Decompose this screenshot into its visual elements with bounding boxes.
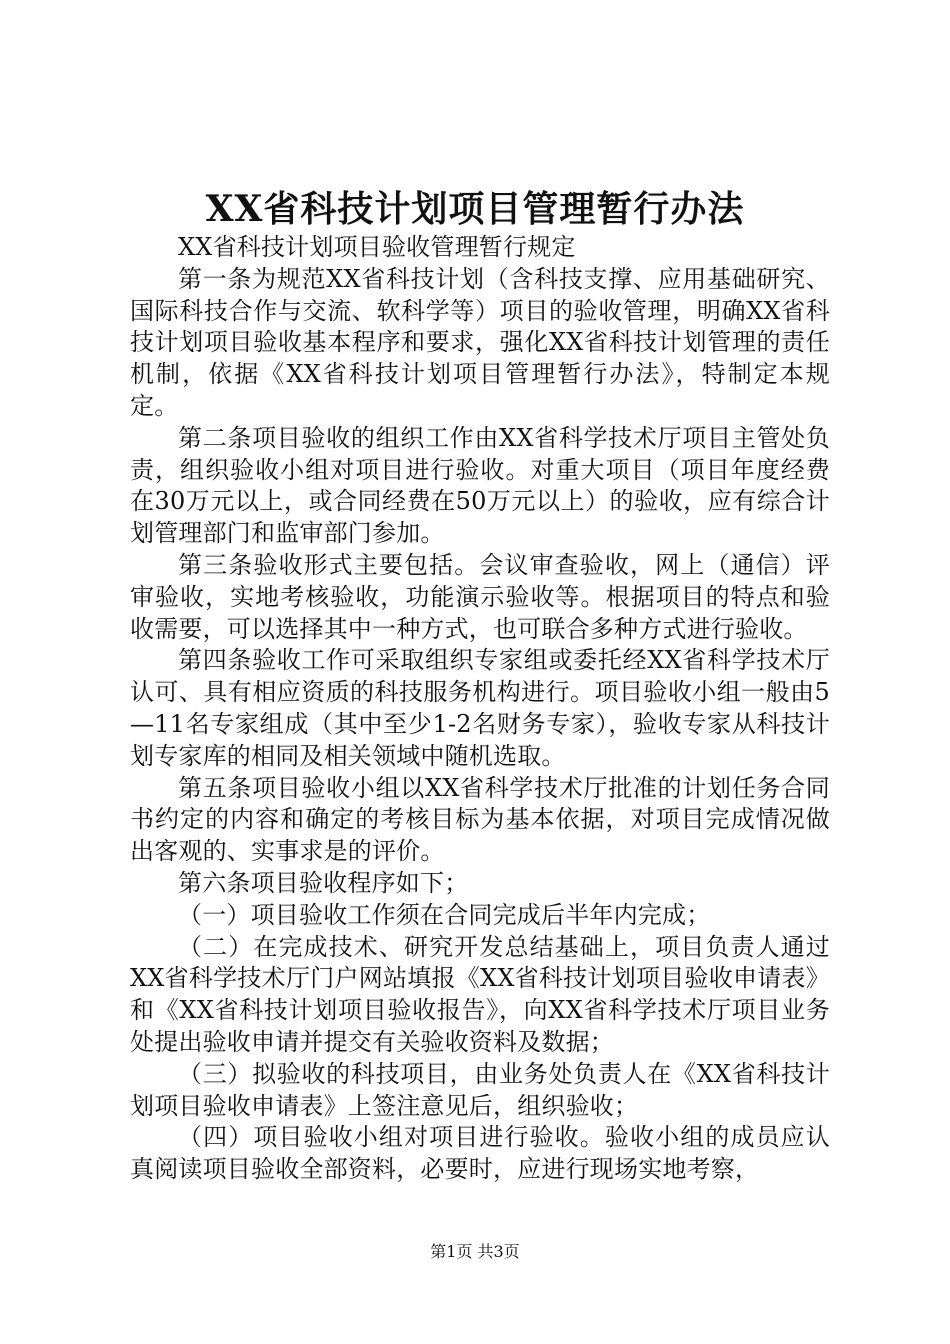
article-4-paragraph: 第四条验收工作可采取组织专家组或委托经XX省科学技术厅认可、具有相应资质的科技服务机构进行。项目验收小组一般由5—11名专家组成（其中至少1-2名财务专家），验收专家从科技计划专家库的相同及相关领域中随机选取。	[130, 646, 830, 770]
procedure-item-1: （一）项目验收工作须在合同完成后半年内完成；	[178, 900, 711, 929]
document-body	[130, 232, 830, 1186]
article-6-paragraph: 第六条项目验收程序如下；	[178, 868, 469, 897]
article-2-paragraph: 第二条项目验收的组织工作由XX省科学技术厅项目主管处负责，组织验收小组对项目进行验收。对重大项目（项目年度经费在30万元以上，或合同经费在50万元以上）的验收，应有综合计划管理部门和监审部门参加。	[130, 423, 830, 548]
document-title: XX省科技计划项目管理暂行办法	[205, 188, 745, 230]
procedure-item-3: （三）拟验收的科技项目，由业务处负责人在《XX省科技计划项目验收申请表》上签注意见后，组织验收；	[130, 1059, 830, 1120]
article-3-paragraph: 第三条验收形式主要包括。会议审查验收，网上（通信）评审验收，实地考核验收，功能演示验收等。根据项目的特点和验收需要，可以选择其中一种方式，也可联合多种方式进行验收。	[130, 550, 830, 643]
procedure-item-2: （二）在完成技术、研究开发总结基础上，项目负责人通过XX省科学技术厅门户网站填报《XX省科技计划项目验收申请表》和《XX省科技计划项目验收报告》，向XX省科学技术厅项目业务处提出验收申请并提交有关验收资料及数据；	[130, 932, 830, 1056]
page-footer: 第1页 共3页	[430, 1242, 520, 1261]
procedure-item-4: （四）项目验收小组对项目进行验收。验收小组的成员应认真阅读项目验收全部资料，必要时，应进行现场实地考察，	[130, 1123, 830, 1184]
article-1-paragraph: 第一条为规范XX省科技计划（含科技支撑、应用基础研究、国际科技合作与交流、软科学等）项目的验收管理，明确XX省科技计划项目验收基本程序和要求，强化XX省科技计划管理的责任机制，依据《XX省科技计划项目管理暂行办法》，特制定本规定。	[130, 264, 830, 420]
subtitle-paragraph: XX省科技计划项目验收管理暂行规定	[178, 233, 576, 261]
article-5-paragraph: 第五条项目验收小组以XX省科学技术厅批准的计划任务合同书约定的内容和确定的考核目标为基本依据，对项目完成情况做出客观的、实事求是的评价。	[130, 773, 830, 866]
